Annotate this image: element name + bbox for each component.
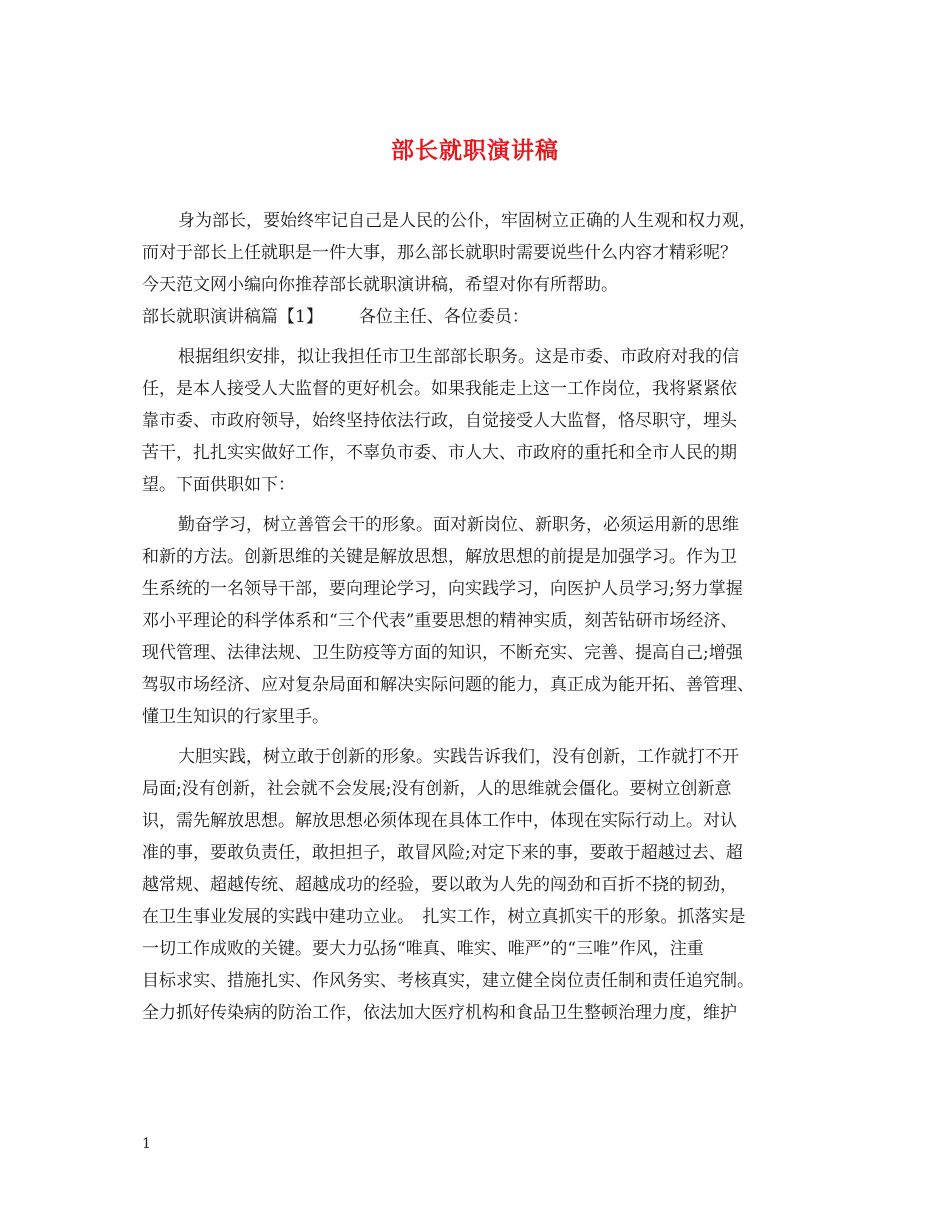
paragraph-line: 准的事，要敢负责任，敢担担子，敢冒风险;对定下来的事，要敢于超越过去、超 bbox=[142, 843, 743, 863]
paragraph-line: 望。下面供职如下： bbox=[142, 475, 295, 495]
paragraph-line: 现代管理、法律法规、卫生防疫等方面的知识，不断充实、完善、提高自己;增强 bbox=[142, 643, 743, 663]
paragraph-line: 苦干，扎扎实实做好工作，不辜负市委、市人大、市政府的重托和全市人民的期 bbox=[142, 443, 737, 463]
document-body bbox=[142, 205, 832, 1029]
paragraph-line: 今天范文网小编向你推荐部长就职演讲稿，希望对你有所帮助。 bbox=[142, 275, 618, 295]
paragraph-line: 识，需先解放思想。解放思想必须体现在具体工作中，体现在实际行动上。对认 bbox=[142, 811, 737, 831]
paragraph-line: 局面;没有创新，社会就不会发展;没有创新，人的思维就会僵化。要树立创新意 bbox=[142, 779, 732, 799]
paragraph-line: 勤奋学习，树立善管会干的形象。面对新岗位、新职务，必须运用新的思维 bbox=[178, 515, 739, 535]
paragraph-line: 和新的方法。创新思维的关键是解放思想，解放思想的前提是加强学习。作为卫 bbox=[142, 547, 737, 567]
section-heading: 部长就职演讲稿篇【1】 bbox=[142, 307, 323, 327]
salutation: 各位主任、各位委员： bbox=[358, 307, 529, 327]
paragraph-line: 越常规、超越传统、超越成功的经验，要以敢为人先的闯劲和百折不挠的韧劲， bbox=[142, 875, 737, 895]
paragraph-line: 目标求实、措施扎实、作风务实、考核真实，建立健全岗位责任制和责任追究制。 bbox=[142, 971, 754, 991]
paragraph-line: 懂卫生知识的行家里手。 bbox=[142, 707, 329, 727]
paragraph-line: 大胆实践，树立敢于创新的形象。实践告诉我们，没有创新，工作就打不开 bbox=[178, 747, 739, 767]
intro-paragraph bbox=[142, 205, 832, 301]
paragraph-line: 而对于部长上任就职是一件大事，那么部长就职时需要说些什么内容才精彩呢？ bbox=[142, 243, 737, 263]
paragraph-line: 在卫生事业发展的实践中建功立业。 扎实工作，树立真抓实干的形象。抓落实是 bbox=[142, 907, 746, 927]
paragraph-line: 一切工作成败的关键。要大力弘扬“唯真、唯实、唯严”的“三唯”作风，注重 bbox=[142, 939, 704, 959]
page-number: 1 bbox=[142, 1136, 151, 1152]
section-heading-row bbox=[142, 301, 832, 333]
paragraph-line: 任，是本人接受人大监督的更好机会。如果我能走上这一工作岗位，我将紧紧依 bbox=[142, 379, 737, 399]
paragraph-line: 根据组织安排，拟让我担任市卫生部部长职务。这是市委、市政府对我的信 bbox=[178, 347, 739, 367]
paragraph-line: 全力抓好传染病的防治工作，依法加大医疗机构和食品卫生整顿治理力度，维护 bbox=[142, 1003, 737, 1023]
body-paragraph bbox=[142, 741, 832, 1029]
body-paragraph bbox=[142, 341, 832, 501]
body-paragraph bbox=[142, 509, 832, 733]
paragraph-line: 靠市委、市政府领导，始终坚持依法行政，自觉接受人大监督，恪尽职守，埋头 bbox=[142, 411, 737, 431]
paragraph-line: 驾驭市场经济、应对复杂局面和解决实际问题的能力，真正成为能开拓、善管理、 bbox=[142, 675, 754, 695]
document-title: 部长就职演讲稿 bbox=[391, 137, 559, 164]
paragraph-line: 邓小平理论的科学体系和“三个代表”重要思想的精神实质，刻苦钻研市场经济、 bbox=[142, 611, 738, 631]
paragraph-line: 生系统的一名领导干部，要向理论学习，向实践学习，向医护人员学习;努力掌握 bbox=[142, 579, 743, 599]
paragraph-line: 身为部长，要始终牢记自己是人民的公仆，牢固树立正确的人生观和权力观， bbox=[178, 211, 756, 231]
